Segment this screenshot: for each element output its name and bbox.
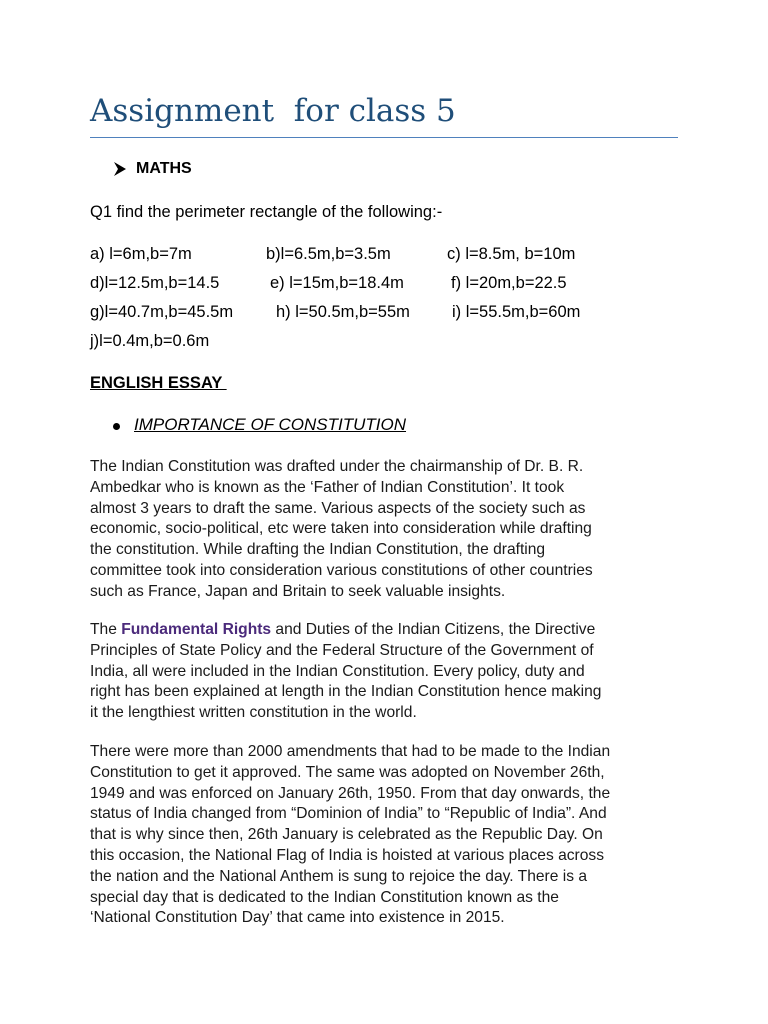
- page-title: Assignment for class 5: [90, 93, 456, 129]
- essay-topic-label: IMPORTANCE OF CONSTITUTION: [134, 415, 407, 434]
- paragraph-line: Constitution to get it approved. The same was adopted on November 26th,: [90, 763, 605, 781]
- paragraph-line: the nation and the National Anthem is sung to rejoice the day. There is a: [90, 867, 588, 885]
- paragraph-line: ‘National Constitution Day’ that came into existence in 2015.: [90, 909, 505, 927]
- fundamental-rights-highlight: Fundamental Rights: [121, 621, 272, 638]
- paragraph-line: Principles of State Policy and the Federal Structure of the Government of: [90, 641, 594, 659]
- paragraph-line: 1949 and was enforced on January 26th, 1950. From that day onwards, the: [90, 784, 611, 802]
- title-underline-rule: [90, 137, 678, 138]
- essay-paragraph-3: [90, 742, 680, 929]
- essay-topic: [113, 415, 406, 435]
- paragraph-line: special day that is dedicated to the Indian Constitution known as the: [90, 888, 559, 906]
- paragraph-line: such as France, Japan and Britain to seek valuable insights.: [90, 582, 506, 600]
- paragraph-line: committee took into consideration various constitutions of other countries: [90, 561, 593, 579]
- maths-heading: [113, 160, 192, 178]
- paragraph-line: economic, socio-political, etc were taken into consideration while drafting: [90, 520, 592, 538]
- paragraph-line: that is why since then, 26th January is celebrated as the Republic Day. On: [90, 826, 603, 844]
- arrow-bullet-icon: [113, 161, 127, 177]
- maths-heading-label: MATHS: [136, 160, 192, 177]
- paragraph-line: it the lengthiest written constitution in the world.: [90, 704, 417, 722]
- problem-j: j)l=0.4m,b=0.6m: [90, 332, 210, 350]
- problem-c: c) l=8.5m, b=10m: [447, 245, 576, 263]
- question-1: Q1 find the perimeter rectangle of the following:-: [90, 203, 443, 221]
- problem-i: i) l=55.5m,b=60m: [452, 303, 581, 321]
- paragraph-prefix: The: [90, 621, 122, 638]
- problem-g: g)l=40.7m,b=45.5m: [90, 303, 234, 321]
- problem-a: a) l=6m,b=7m: [90, 245, 192, 263]
- bullet-dot-icon: [113, 423, 120, 430]
- paragraph-line: Ambedkar who is known as the ‘Father of Indian Constitution’. It took: [90, 478, 565, 496]
- essay-paragraph-1: [90, 457, 680, 603]
- paragraph-line: the constitution. While drafting the Indian Constitution, the drafting: [90, 541, 546, 559]
- paragraph-line: The Indian Constitution was drafted under the chairmanship of Dr. B. R.: [90, 458, 584, 475]
- problem-h: h) l=50.5m,b=55m: [276, 303, 410, 321]
- paragraph-line: There were more than 2000 amendments that had to be made to the Indian: [90, 743, 611, 760]
- paragraph-line: this occasion, the National Flag of India is hoisted at various places across: [90, 846, 604, 864]
- problem-d: d)l=12.5m,b=14.5: [90, 274, 220, 292]
- essay-paragraph-2: [90, 620, 680, 724]
- paragraph-line-rest: and Duties of the Indian Citizens, the Directive: [271, 621, 596, 638]
- paragraph-line: almost 3 years to draft the same. Various aspects of the society such as: [90, 499, 586, 517]
- problem-f: f) l=20m,b=22.5: [451, 274, 567, 292]
- problem-b: b)l=6.5m,b=3.5m: [266, 245, 391, 263]
- paragraph-line: India, all were included in the Indian Constitution. Every policy, duty and: [90, 662, 585, 680]
- paragraph-line: right has been explained at length in the Indian Constitution hence making: [90, 683, 602, 701]
- english-essay-heading: ENGLISH ESSAY: [90, 374, 227, 392]
- paragraph-line: [90, 620, 680, 641]
- paragraph-line: status of India changed from “Dominion of India” to “Republic of India”. And: [90, 805, 607, 823]
- problem-e: e) l=15m,b=18.4m: [270, 274, 404, 292]
